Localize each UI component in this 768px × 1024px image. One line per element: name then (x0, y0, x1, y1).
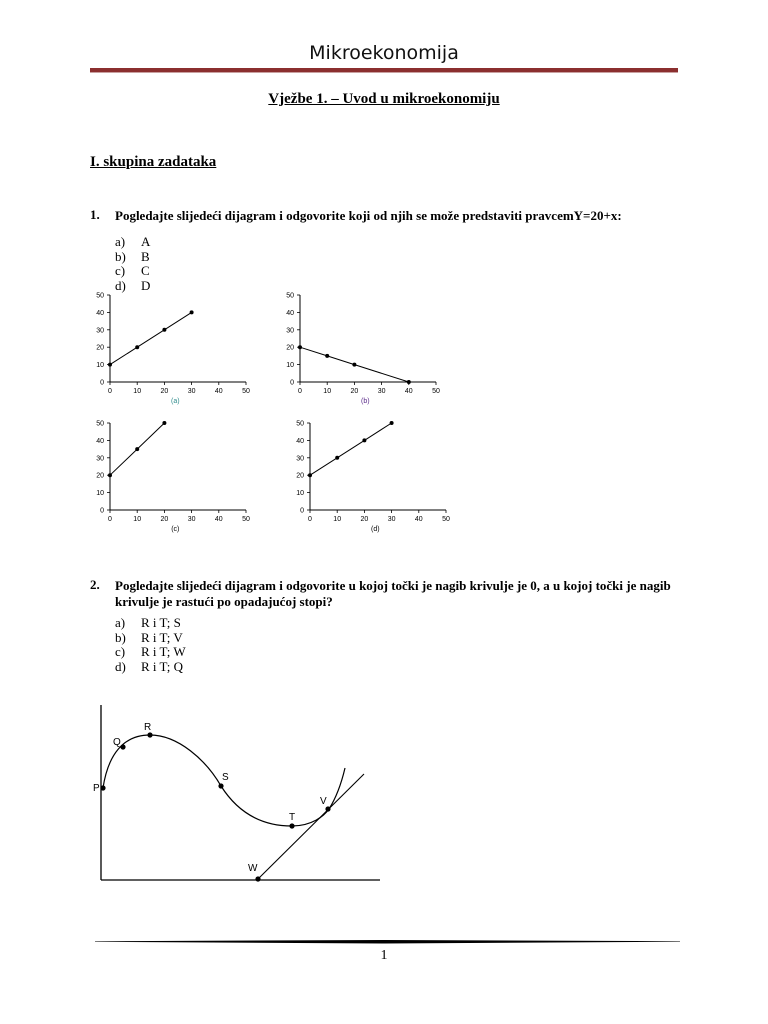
x-tick-label: 10 (133, 516, 142, 523)
y-tick-label: 20 (286, 344, 294, 352)
y-tick-label: 50 (296, 420, 304, 428)
point-s (218, 783, 223, 788)
data-point (190, 310, 194, 314)
x-tick-label: 40 (214, 388, 223, 395)
x-tick-label: 20 (160, 516, 169, 523)
option-text: A (141, 234, 151, 249)
y-tick-label: 40 (286, 309, 294, 317)
data-point (162, 421, 166, 425)
option-text: B (141, 248, 150, 264)
series-line (110, 312, 192, 364)
x-tick-label: 30 (387, 516, 396, 523)
option-text: R i T; S (141, 615, 181, 630)
x-tick-label: 0 (298, 388, 302, 395)
question-2-text-line1: Pogledajte slijedeći dijagram i odgovorite u kojoj točki je nagib krivulje je 0, a u kojoj točki je nagib (115, 578, 671, 593)
x-tick-label: 10 (323, 388, 332, 395)
y-tick-label: 40 (96, 309, 104, 317)
data-point (335, 456, 339, 460)
data-point (352, 363, 356, 367)
option-text: R i T; V (141, 629, 183, 645)
option-label: d) (115, 658, 126, 674)
option-text: C (141, 263, 150, 278)
curve-diagram (88, 700, 388, 890)
question-2-number: 2. (90, 577, 100, 592)
data-point (108, 363, 112, 367)
header-rule (90, 68, 678, 73)
y-tick-label: 20 (96, 344, 104, 352)
option-label: a) (115, 234, 126, 249)
y-tick-label: 10 (96, 362, 104, 370)
option-item (115, 645, 186, 660)
option-label: d) (115, 277, 126, 293)
option-item (115, 250, 150, 265)
x-tick-label: 40 (414, 516, 423, 523)
option-label: c) (115, 263, 126, 278)
label-w: W (248, 863, 258, 874)
label-p: P (93, 783, 100, 794)
option-item (115, 264, 150, 279)
data-point (135, 345, 139, 349)
y-tick-label: 40 (96, 437, 104, 445)
x-tick-label: 30 (187, 516, 196, 523)
curve-points (100, 732, 330, 881)
x-tick-label: 20 (360, 516, 369, 523)
x-tick-label: 0 (108, 388, 112, 395)
option-item (115, 235, 150, 250)
footer-rule (95, 938, 680, 946)
y-tick-label: 10 (96, 490, 104, 498)
y-tick-label: 30 (96, 327, 104, 335)
y-tick-label: 50 (96, 292, 104, 300)
option-label: a) (115, 615, 126, 630)
point-r (147, 732, 152, 737)
y-tick-label: 0 (100, 379, 104, 387)
x-tick-label: 10 (133, 388, 142, 395)
option-text: R i T; W (141, 644, 186, 659)
x-tick-label: 0 (308, 516, 312, 523)
y-tick-label: 50 (286, 292, 294, 300)
y-tick-label: 20 (96, 472, 104, 480)
x-tick-label: 50 (242, 516, 250, 523)
chart-c (86, 418, 256, 538)
point-p (100, 785, 105, 790)
label-t: T (289, 812, 296, 823)
chart-caption: (d) (370, 526, 380, 533)
question-1-text: Pogledajte slijedeći dijagram i odgovorite koji od njih se može predstaviti pravcemY=20+x: (115, 208, 622, 223)
y-tick-label: 0 (300, 507, 304, 515)
x-tick-label: 50 (432, 388, 440, 395)
x-tick-label: 50 (442, 516, 450, 523)
data-point (325, 354, 329, 358)
y-tick-label: 0 (100, 507, 104, 515)
y-tick-label: 10 (286, 362, 294, 370)
page-number: 1 (380, 948, 388, 963)
chart-b (276, 290, 446, 410)
x-tick-label: 20 (350, 388, 359, 395)
point-v (325, 806, 330, 811)
option-item (115, 631, 186, 646)
data-point (362, 438, 366, 442)
x-tick-label: 50 (242, 388, 250, 395)
x-tick-label: 0 (108, 516, 112, 523)
y-tick-label: 0 (290, 379, 294, 387)
y-tick-label: 40 (296, 437, 304, 445)
document-header: Mikroekonomija (309, 42, 459, 64)
option-item (115, 660, 186, 675)
chart-caption: (c) (171, 526, 180, 533)
label-v: V (320, 796, 327, 807)
option-item (115, 616, 186, 631)
x-tick-label: 30 (187, 388, 196, 395)
chart-d (286, 418, 456, 538)
question-2-options (115, 616, 186, 674)
chart-caption: (a) (170, 398, 180, 405)
chart-a (86, 290, 256, 410)
question-1-options (115, 235, 150, 293)
question-2-text-line2: krivulje je rastući po opadajućoj stopi? (115, 594, 333, 609)
data-point (298, 345, 302, 349)
series-line (310, 423, 392, 475)
x-tick-label: 40 (404, 388, 413, 395)
data-point (390, 421, 394, 425)
data-point (162, 328, 166, 332)
option-text: D (141, 277, 151, 293)
option-label: b) (115, 629, 126, 645)
document-title: Vježbe 1. – Uvod u mikroekonomiju (268, 91, 500, 107)
x-tick-label: 30 (377, 388, 386, 395)
data-point (407, 380, 411, 384)
tangent-line (258, 774, 364, 879)
x-tick-label: 20 (160, 388, 169, 395)
option-label: c) (115, 644, 126, 659)
label-q: Q (113, 737, 121, 748)
question-1-number: 1. (90, 207, 100, 222)
data-point (308, 473, 312, 477)
point-t (289, 823, 294, 828)
y-tick-label: 10 (296, 490, 304, 498)
data-point (135, 447, 139, 451)
x-tick-label: 40 (214, 516, 223, 523)
section-title: I. skupina zadataka (90, 154, 217, 170)
point-q (120, 744, 125, 749)
option-label: b) (115, 248, 126, 264)
y-tick-label: 30 (296, 455, 304, 463)
label-s: S (222, 772, 229, 783)
y-tick-label: 30 (96, 455, 104, 463)
point-w (255, 876, 260, 881)
y-tick-label: 20 (296, 472, 304, 480)
y-tick-label: 50 (96, 420, 104, 428)
x-tick-label: 10 (333, 516, 342, 523)
chart-caption: (b) (360, 398, 370, 405)
label-r: R (144, 722, 152, 733)
data-point (108, 473, 112, 477)
y-tick-label: 30 (286, 327, 294, 335)
option-text: R i T; Q (141, 658, 184, 674)
